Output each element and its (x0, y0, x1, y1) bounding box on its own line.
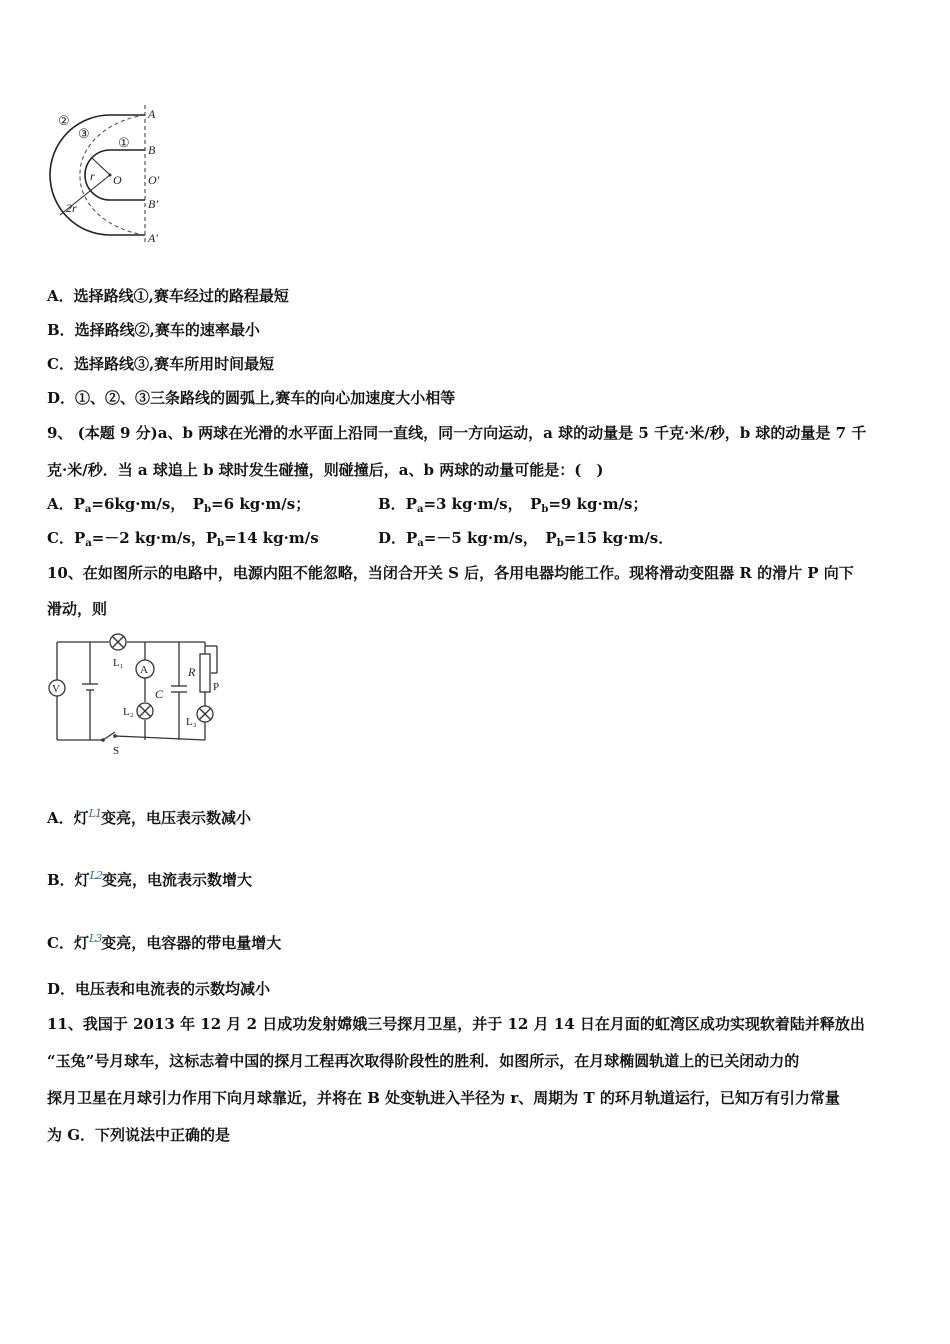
label-R: R (188, 665, 196, 679)
label-B-prime: B′ (148, 197, 158, 211)
label-2r: 2r (66, 201, 77, 215)
label-route3: ③ (78, 126, 90, 141)
q9-stem-line1: 9、 (本题 9 分)a、b 两球在光滑的水平面上沿同一直线，同一方向运动，a 球的动量是 5 千克·米/秒，b 球的动量是 7 千 (47, 424, 867, 442)
label-ammeter: A (140, 664, 148, 676)
label-route2: ② (58, 113, 70, 128)
q8-option-d: D．①、②、③三条路线的圆弧上,赛车的向心加速度大小相等 (47, 389, 456, 407)
lamp-L1-icon: L1 (88, 807, 101, 820)
label-L2: L₂ (123, 706, 134, 718)
label-voltmeter: V (52, 683, 60, 695)
q8-option-b: B．选择路线②,赛车的速率最小 (47, 321, 260, 339)
q8-option-c: C．选择路线③,赛车所用时间最短 (47, 355, 275, 373)
q10-stem-line1: 10、在如图所示的电路中，电源内阻不能忽略，当闭合开关 S 后，各用电器均能工作。现将滑动变阻器 R 的滑片 P 向下 (47, 564, 854, 582)
q10-option-b: B．灯L2变亮，电流表示数增大 (47, 866, 252, 890)
q10-stem-line2: 滑动，则 (47, 600, 108, 618)
label-O-prime: O′ (148, 173, 160, 187)
q11-stem-line4: 为 G．下列说法中正确的是 (47, 1126, 231, 1144)
label-r: r (90, 169, 95, 183)
q10-option-a: A．灯L1变亮，电压表示数减小 (47, 804, 251, 828)
circuit-diagram (45, 628, 225, 760)
q9-option-d: D．$P_a=-5$ kg·m/s， $P_b=15$ kg·m/s． (378, 529, 674, 549)
q11-stem-line1: 11、我国于 2013 年 12 月 2 日成功发射嫦娥三号探月卫星，并于 12 月 14 日在月面的虹湾区成功实现软着陆并释放出 (47, 1015, 865, 1033)
lamp-L2-icon: L2 (89, 869, 102, 882)
lamp-L3-icon: L3 (88, 932, 102, 945)
label-C: C (155, 687, 164, 701)
label-route1: ① (118, 135, 130, 150)
label-P: P (213, 681, 220, 693)
race-track-diagram (40, 100, 180, 250)
q9-option-a: A．$P_a=6kg\cdot m/s$， $P_b=6$ kg·m/s； (47, 495, 311, 515)
q11-stem-line3: 探月卫星在月球引力作用下向月球靠近，并将在 B 处变轨进入半径为 r、周期为 T 的环月轨道运行，已知万有引力常量 (47, 1089, 840, 1107)
q11-stem-line2: “玉兔”号月球车，这标志着中国的探月工程再次取得阶段性的胜利．如图所示，在月球椭圆轨道上的已关闭动力的 (47, 1052, 800, 1070)
label-L3: L₃ (186, 716, 197, 728)
label-O: O (113, 173, 122, 187)
q8-option-a: A．选择路线①,赛车经过的路程最短 (47, 287, 289, 305)
q9-stem-line2: 克·米/秒．当 a 球追上 b 球时发生碰撞，则碰撞后，a、b 两球的动量可能是：( ) (47, 461, 604, 479)
label-B: B (148, 143, 156, 157)
q9-option-c: C．$P_a=-2$ kg·m/s，$P_b=14$ kg·m/s (47, 529, 319, 549)
q10-option-c: C．灯L3变亮，电容器的带电量增大 (47, 929, 281, 953)
label-A-prime: A′ (148, 231, 158, 245)
q9-option-b: B．$P_a=3$ kg·m/s， $P_b=9$ kg·m/s； (378, 495, 648, 515)
label-S: S (113, 745, 120, 757)
label-L1: L₁ (113, 657, 124, 669)
label-A: A (148, 107, 156, 121)
q10-option-d: D．电压表和电流表的示数均减小 (47, 980, 271, 998)
